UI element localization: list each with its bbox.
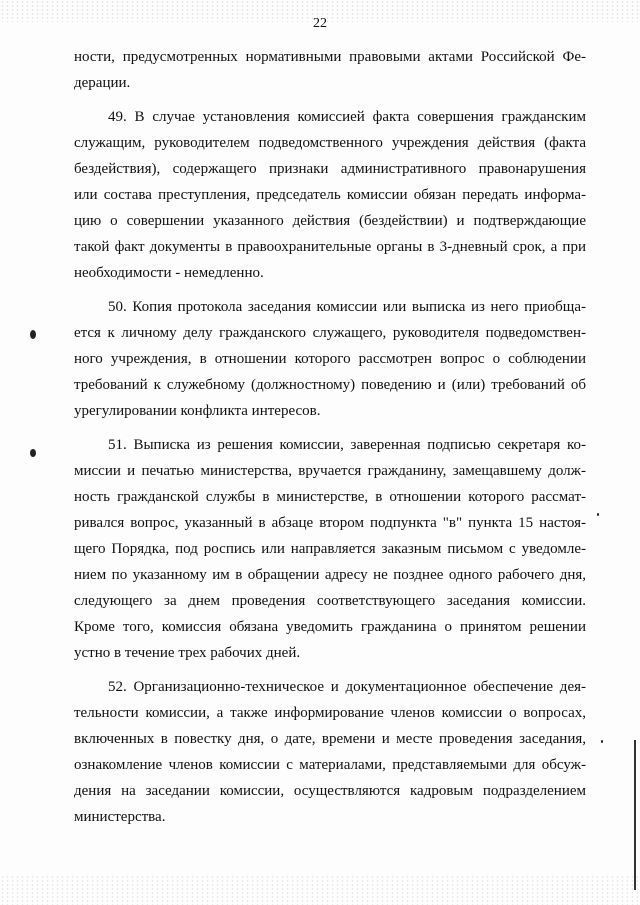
text-line: 52. Организационно-техническое и документационное обеспечение дея-	[108, 679, 586, 695]
text-line: щего Порядка, под роспись или направляется заказным письмом с уведомле-	[74, 541, 586, 557]
text-line: Кроме того, комиссия обязана уведомить гражданина о принятом решении	[74, 619, 586, 635]
paragraph-gap	[74, 96, 586, 104]
text-line: требований к служебному (должностному) поведению и (или) требований об	[74, 377, 586, 393]
text-line: министерства.	[74, 809, 166, 825]
text-line: бездействия), содержащего признаки административного правонарушения	[74, 161, 586, 177]
text-line: нием по указанному им в обращении адресу не позднее одного рабочего дня,	[74, 567, 586, 583]
text-line: 50. Копия протокола заседания комиссии или выписка из него приобща-	[108, 299, 586, 315]
text-line: ного учреждения, в отношении которого рассмотрен вопрос о соблюдении	[74, 351, 586, 367]
scan-mark-right-2	[601, 740, 603, 743]
paragraph-gap	[74, 286, 586, 294]
text-line: ознакомление членов комиссии с материалами, представляемыми для обсуж-	[74, 757, 586, 773]
scan-mark-right-1	[597, 513, 599, 516]
text-line: необходимости - немедленно.	[74, 265, 264, 281]
text-line: тельности комиссии, а также информирование членов комиссии о вопросах,	[74, 705, 586, 721]
text-line: следующего за днем проведения соответствующего заседания комиссии.	[74, 593, 586, 609]
text-line: 51. Выписка из решения комиссии, заверенная подписью секретаря ко-	[108, 437, 586, 453]
text-line: дения на заседании комиссии, осуществляются кадровым подразделением	[74, 783, 586, 799]
text-line: 49. В случае установления комиссией факта совершения гражданским	[108, 109, 586, 125]
text-line: ривался вопрос, указанный в абзаце втором подпункта "в" пункта 15 настоя-	[74, 515, 586, 531]
text-line: служащим, руководителем подведомственного учреждения действия (факта	[74, 135, 586, 151]
text-line: устно в течение трех рабочих дней.	[74, 645, 301, 661]
scan-mark-left-1	[30, 330, 36, 339]
scan-noise-bottom	[0, 875, 640, 905]
scan-edge-line	[634, 740, 636, 890]
text-line: урегулировании конфликта интересов.	[74, 403, 321, 419]
text-line: или состава преступления, председатель комиссии обязан передать информа-	[74, 187, 586, 203]
text-line: дерации.	[74, 75, 131, 91]
paragraph-gap	[74, 666, 586, 674]
text-line: ется к личному делу гражданского служащего, руководителя подведомствен-	[74, 325, 586, 341]
text-line: ность гражданской службы в министерстве, в отношении которого рассмат-	[74, 489, 586, 505]
scan-mark-left-2	[30, 449, 36, 457]
document-body	[74, 44, 586, 830]
text-line: включенных в повестку дня, о дате, времени и месте проведения заседания,	[74, 731, 586, 747]
paragraph-gap	[74, 424, 586, 432]
text-line: ности, предусмотренных нормативными правовыми актами Российской Фе-	[74, 49, 586, 65]
page-number: 22	[313, 16, 327, 31]
text-line: миссии и печатью министерства, вручается гражданину, замещавшему долж-	[74, 463, 586, 479]
text-line: такой факт документы в правоохранительные органы в 3-дневный срок, а при	[74, 239, 586, 255]
text-line: цию о совершении указанного действия (бездействии) и подтверждающие	[74, 213, 586, 229]
